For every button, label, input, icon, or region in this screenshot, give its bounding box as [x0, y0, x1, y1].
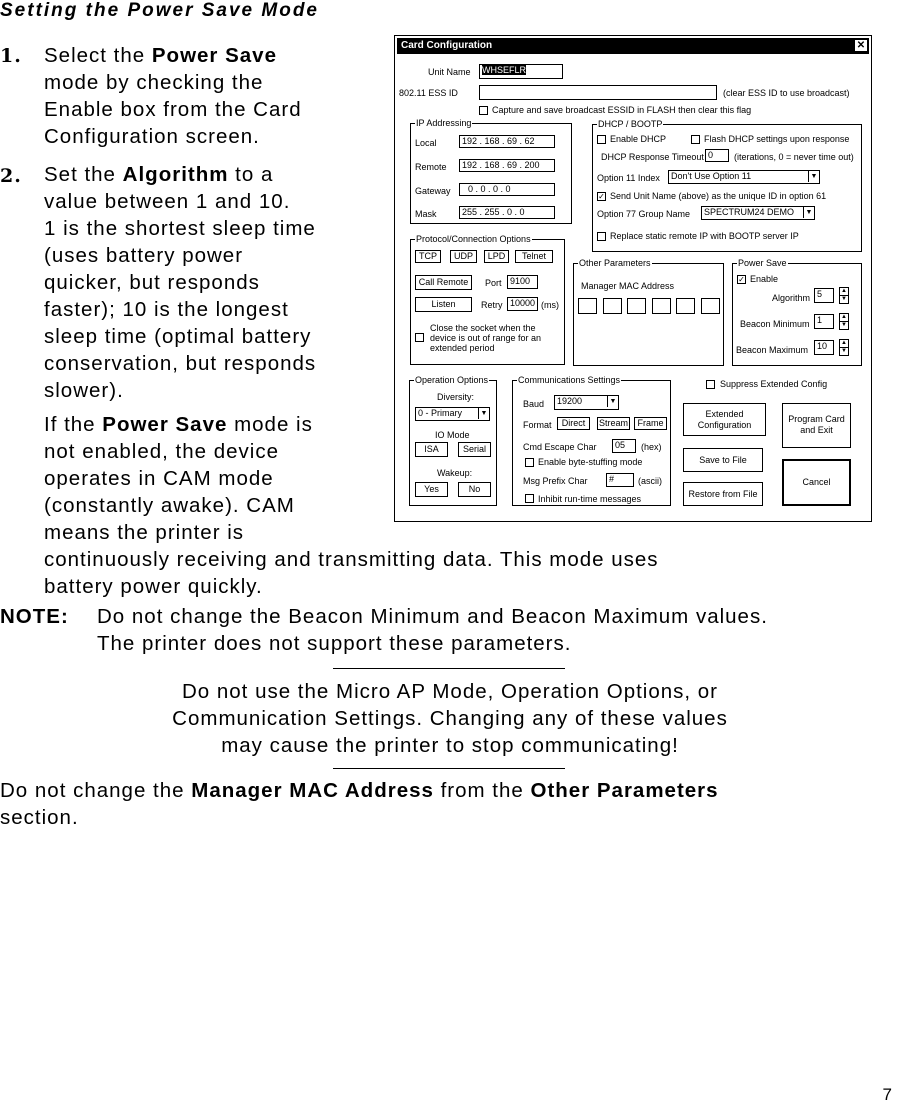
flash-dhcp-checkbox[interactable]: [691, 135, 700, 144]
mac-byte-3-input[interactable]: [627, 298, 646, 314]
beacon-min-down-icon[interactable]: ▼: [839, 321, 849, 330]
essid-hint: (clear ESS ID to use broadcast): [723, 88, 850, 98]
beacon-min-up-icon[interactable]: ▲: [839, 313, 849, 322]
port-input[interactable]: 9100: [507, 275, 538, 289]
divider-bottom: [333, 768, 565, 769]
cam-mode-paragraph: If the Power Save mode is not enabled, the device operates in CAM mode (constantly awake). CAM means the printer is continuously receiving and transmitting data. This mode uses battery power quickly.: [44, 413, 659, 598]
capture-essid-checkbox[interactable]: [479, 106, 488, 115]
chevron-down-icon[interactable]: ▼: [803, 207, 814, 218]
unit-name-input[interactable]: WHSEFLR: [479, 64, 563, 79]
inhibit-messages-checkbox[interactable]: [525, 494, 534, 503]
beacon-min-input[interactable]: 1: [814, 314, 834, 329]
note-label: NOTE:: [0, 605, 69, 628]
mac-byte-6-input[interactable]: [701, 298, 720, 314]
option77-label: Option 77 Group Name: [597, 209, 691, 219]
suppress-extended-label: Suppress Extended Config: [720, 379, 828, 389]
suppress-extended-checkbox[interactable]: [706, 380, 715, 389]
byte-stuffing-checkbox[interactable]: [525, 458, 534, 467]
prefix-char-label: Msg Prefix Char: [523, 476, 588, 486]
diversity-select[interactable]: 0 - Primary ▼: [415, 407, 490, 421]
save-to-file-button[interactable]: Save to File: [683, 448, 763, 472]
escape-char-label: Cmd Escape Char: [523, 442, 597, 452]
chevron-down-icon[interactable]: ▼: [607, 396, 618, 407]
gateway-ip-label: Gateway: [415, 186, 451, 196]
retry-unit: (ms): [541, 300, 559, 310]
wakeup-yes-button[interactable]: Yes: [415, 482, 448, 497]
diversity-label: Diversity:: [437, 392, 475, 402]
mask-label: Mask: [415, 209, 437, 219]
dhcp-timeout-input[interactable]: 0: [705, 149, 729, 162]
communications-settings-legend: Communications Settings: [518, 375, 621, 385]
gateway-ip-input[interactable]: 0 . 0 . 0 . 0: [459, 183, 555, 196]
prefix-char-input[interactable]: #: [606, 473, 634, 487]
udp-button[interactable]: UDP: [450, 250, 477, 263]
restore-from-file-button[interactable]: Restore from File: [683, 482, 763, 506]
beacon-max-label: Beacon Maximum: [736, 345, 809, 355]
close-socket-checkbox[interactable]: [415, 333, 424, 342]
option11-select[interactable]: Don't Use Option 11 ▼: [668, 170, 820, 184]
lpd-button[interactable]: LPD: [484, 250, 509, 263]
communications-settings-group: [512, 375, 671, 506]
byte-stuffing-label: Enable byte-stuffing mode: [538, 457, 643, 467]
close-icon[interactable]: ✕: [856, 40, 866, 51]
mac-byte-2-input[interactable]: [603, 298, 622, 314]
replace-static-ip-label: Replace static remote IP with BOOTP server IP: [610, 231, 799, 241]
remote-ip-input[interactable]: 192 . 168 . 69 . 200: [459, 159, 555, 172]
step-1-number: 1.: [0, 45, 22, 67]
dhcp-timeout-label: DHCP Response Timeout: [601, 152, 704, 162]
ip-addressing-group: [410, 118, 572, 224]
power-save-group: [732, 258, 862, 366]
essid-label: 802.11 ESS ID: [399, 88, 458, 98]
dhcp-timeout-hint: (iterations, 0 = never time out): [734, 152, 854, 162]
cancel-button[interactable]: Cancel: [782, 459, 851, 506]
note-text: Do not change the Beacon Minimum and Beacon Maximum values. The printer does not support these parameters.: [97, 605, 768, 655]
mac-byte-1-input[interactable]: [578, 298, 597, 314]
mask-input[interactable]: 255 . 255 . 0 . 0: [459, 206, 555, 219]
option77-select[interactable]: SPECTRUM24 DEMO ▼: [701, 206, 815, 220]
send-unit-name-checkbox[interactable]: ✓: [598, 192, 605, 201]
other-parameters-group: [573, 258, 724, 366]
escape-char-input[interactable]: 05: [612, 439, 636, 453]
other-parameters-legend: Other Parameters: [579, 258, 651, 268]
prefix-char-unit: (ascii): [638, 476, 662, 486]
dhcp-bootp-group: [592, 119, 862, 252]
replace-static-ip-checkbox[interactable]: [597, 232, 606, 241]
tcp-button[interactable]: TCP: [415, 250, 441, 263]
operation-options-legend: Operation Options: [415, 375, 489, 385]
beacon-max-input[interactable]: 10: [814, 340, 834, 355]
dialog-title: Card Configuration: [401, 40, 493, 51]
retry-label: Retry: [481, 300, 503, 310]
divider-top: [333, 668, 565, 669]
ip-addressing-legend: IP Addressing: [416, 118, 472, 128]
beacon-min-label: Beacon Minimum: [740, 319, 810, 329]
enable-dhcp-checkbox[interactable]: [597, 135, 606, 144]
algorithm-label: Algorithm: [772, 293, 811, 303]
power-save-legend: Power Save: [738, 258, 787, 268]
beacon-max-up-icon[interactable]: ▲: [839, 339, 849, 348]
baud-label: Baud: [523, 399, 545, 409]
dialog-title-bar: [397, 38, 869, 54]
protocol-options-legend: Protocol/Connection Options: [416, 234, 531, 244]
listen-button[interactable]: Listen: [415, 297, 472, 312]
format-frame-button[interactable]: Frame: [634, 417, 667, 430]
inhibit-messages-label: Inhibit run-time messages: [538, 494, 642, 504]
local-ip-input[interactable]: 192 . 168 . 69 . 62: [459, 135, 555, 148]
dhcp-bootp-legend: DHCP / BOOTP: [598, 119, 663, 129]
wakeup-label: Wakeup:: [437, 468, 473, 478]
format-label: Format: [523, 420, 552, 430]
io-mode-label: IO Mode: [435, 430, 470, 440]
format-direct-button[interactable]: Direct: [557, 417, 590, 430]
format-stream-button[interactable]: Stream: [598, 418, 628, 428]
call-remote-button[interactable]: Call Remote: [415, 275, 472, 290]
essid-input[interactable]: [479, 85, 717, 100]
send-unit-name-label: Send Unit Name (above) as the unique ID in option 61: [610, 191, 827, 201]
page-number: 7: [882, 1085, 892, 1104]
algorithm-down-icon[interactable]: ▼: [839, 295, 849, 304]
port-label: Port: [485, 278, 502, 288]
baud-select[interactable]: 19200 ▼: [554, 395, 619, 410]
mac-warning-text: Do not change the Manager MAC Address from the Other Parameters section.: [0, 779, 719, 829]
enable-dhcp-label: Enable DHCP: [610, 134, 667, 144]
warning-text: Do not use the Micro AP Mode, Operation Options, or Communication Settings. Changing any of these values may cause the printer to stop communicating!: [172, 680, 728, 757]
algorithm-term: Algorithm: [122, 163, 229, 186]
escape-char-unit: (hex): [641, 442, 662, 452]
capture-essid-label: Capture and save broadcast ESSID in FLASH then clear this flag: [492, 105, 752, 115]
retry-input[interactable]: 10000: [507, 297, 538, 311]
protocol-options-group: [410, 234, 565, 365]
card-configuration-dialog: [394, 35, 872, 522]
mac-byte-4-input[interactable]: [652, 298, 671, 314]
close-socket-label: Close the socket when the device is out of range for an extended period: [430, 323, 542, 353]
chevron-down-icon[interactable]: ▼: [478, 408, 489, 419]
program-card-button[interactable]: Program Card and Exit: [782, 403, 851, 448]
beacon-max-down-icon[interactable]: ▼: [839, 347, 849, 356]
power-save-term: Power Save: [151, 44, 277, 67]
operation-options-group: [409, 375, 497, 506]
mac-byte-5-input[interactable]: [676, 298, 695, 314]
flash-dhcp-label: Flash DHCP settings upon response: [704, 134, 850, 144]
power-save-enable-checkbox[interactable]: ✓: [738, 275, 745, 284]
wakeup-no-button[interactable]: No: [458, 482, 491, 497]
extended-configuration-button[interactable]: Extended Configuration: [683, 403, 766, 436]
chevron-down-icon[interactable]: ▼: [808, 171, 819, 182]
step-2-number: 2.: [0, 165, 22, 187]
option11-label: Option 11 Index: [597, 173, 660, 183]
remote-ip-label: Remote: [415, 162, 447, 172]
isa-button[interactable]: ISA: [415, 442, 448, 457]
step-2-text: Set the Algorithm to a value between 1 and 10. 1 is the shortest sleep time (uses battery power quicker, but responds faster); 10 is the longest sleep time (optimal battery conservation, but responds slower).: [44, 163, 317, 402]
local-ip-label: Local: [415, 138, 437, 148]
telnet-button[interactable]: Telnet: [515, 250, 553, 263]
step-1-text: Select the Power Save mode by checking the Enable box from the Card Configuration screen.: [44, 44, 302, 148]
algorithm-input[interactable]: 5: [814, 288, 834, 303]
serial-button[interactable]: Serial: [458, 442, 491, 457]
algorithm-up-icon[interactable]: ▲: [839, 287, 849, 296]
manager-mac-label: Manager MAC Address: [581, 281, 675, 291]
unit-name-label: Unit Name: [428, 67, 471, 77]
power-save-enable-label: Enable: [750, 274, 779, 284]
section-heading: Setting the Power Save Mode: [0, 0, 319, 21]
